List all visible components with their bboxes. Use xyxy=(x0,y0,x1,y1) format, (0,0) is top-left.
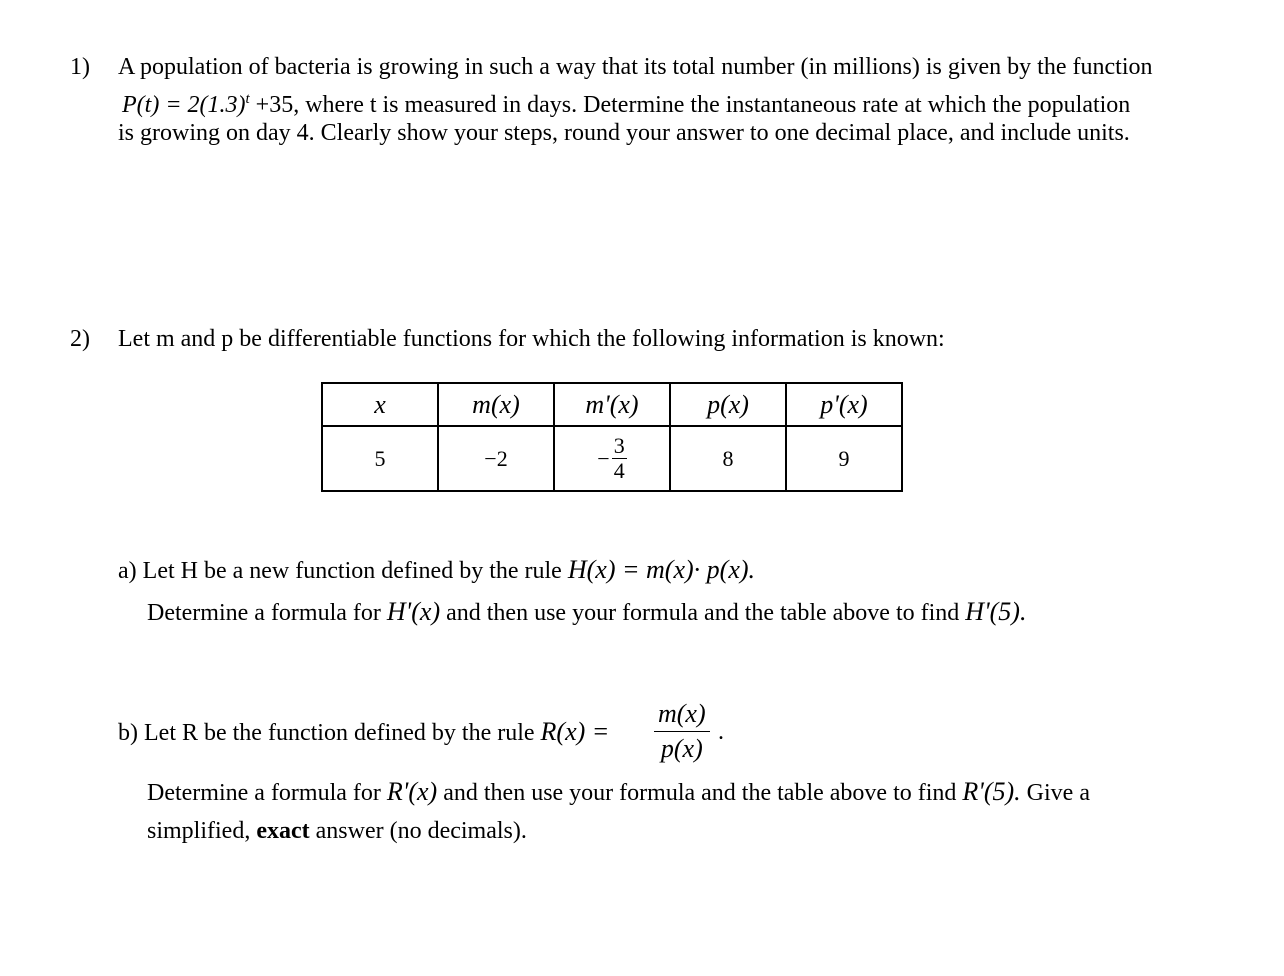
part-b-label: b) xyxy=(118,720,138,746)
part-a-line-2-mid: and then use your formula and the table above to find xyxy=(446,600,960,626)
cell-p-prime: 9 xyxy=(786,426,902,491)
part-a-line-1 xyxy=(118,555,755,586)
part-b-line-2-pre: Determine a formula for xyxy=(147,780,381,806)
header-p: p(x) xyxy=(670,383,786,426)
part-b-line-2-end: Give a xyxy=(1026,780,1090,806)
cell-m: −2 xyxy=(438,426,554,491)
question-1-line-3: is growing on day 4. Clearly show your steps, round your answer to one decimal place, and include units. xyxy=(118,120,1130,146)
quotient-fraction xyxy=(654,697,710,766)
question-1-line-1: A population of bacteria is growing in such a way that its total number (in millions) is given by the function xyxy=(118,54,1153,80)
exact-emphasis: exact xyxy=(256,818,310,844)
formula-tail: +35 xyxy=(249,92,294,118)
header-p-prime: p'(x) xyxy=(786,383,902,426)
question-1-line-2 xyxy=(122,84,1130,120)
cell-p: 8 xyxy=(670,426,786,491)
part-a-line-2 xyxy=(147,597,1026,628)
part-a-evaluation: H'(5). xyxy=(965,597,1027,626)
header-m-prime: m'(x) xyxy=(554,383,670,426)
part-b-text: Let R be the function defined by the rule xyxy=(144,720,535,746)
fraction-sign: − xyxy=(597,445,610,471)
cell-m-prime xyxy=(554,426,670,491)
fraction-denominator: 4 xyxy=(613,458,625,483)
quotient-period: . xyxy=(718,719,724,745)
cell-x: 5 xyxy=(322,426,438,491)
part-a-line-2-pre: Determine a formula for xyxy=(147,600,381,626)
header-x: x xyxy=(322,383,438,426)
table-row xyxy=(322,426,902,491)
part-b-line-3-post: answer (no decimals). xyxy=(315,818,527,844)
fraction-numerator: 3 xyxy=(613,433,625,458)
part-a-label: a) xyxy=(118,558,137,584)
part-b-line-3-pre: simplified, xyxy=(147,818,251,844)
question-2-number: 2) xyxy=(70,326,90,352)
part-b-line-3 xyxy=(147,816,527,846)
part-b-line-1 xyxy=(118,717,609,748)
part-b-evaluation: R'(5). xyxy=(962,777,1021,806)
question-1-number: 1) xyxy=(70,54,90,80)
question-1-line-2-rest: , where t is measured in days. Determine the instantaneous rate at which the population xyxy=(293,92,1131,118)
header-m: m(x) xyxy=(438,383,554,426)
part-a-derivative: H'(x) xyxy=(386,597,441,626)
values-table xyxy=(321,382,903,492)
part-a-text: Let H be a new function defined by the rule xyxy=(142,558,562,584)
part-b-rule-lhs: R(x) = xyxy=(540,717,610,746)
table-header-row xyxy=(322,383,902,426)
quotient-numerator: m(x) xyxy=(654,697,710,732)
part-b-derivative: R'(x) xyxy=(386,777,438,806)
question-2-intro: Let m and p be differentiable functions for which the following information is known: xyxy=(118,326,945,352)
quotient-denominator: p(x) xyxy=(660,734,703,763)
part-b-line-2-mid: and then use your formula and the table above to find xyxy=(443,780,957,806)
part-b-line-2 xyxy=(147,777,1090,808)
formula-exponent: t xyxy=(245,91,250,107)
part-a-rule: H(x) = m(x)· p(x). xyxy=(567,555,756,584)
population-formula: P(t) = 2(1.3) xyxy=(122,92,246,118)
